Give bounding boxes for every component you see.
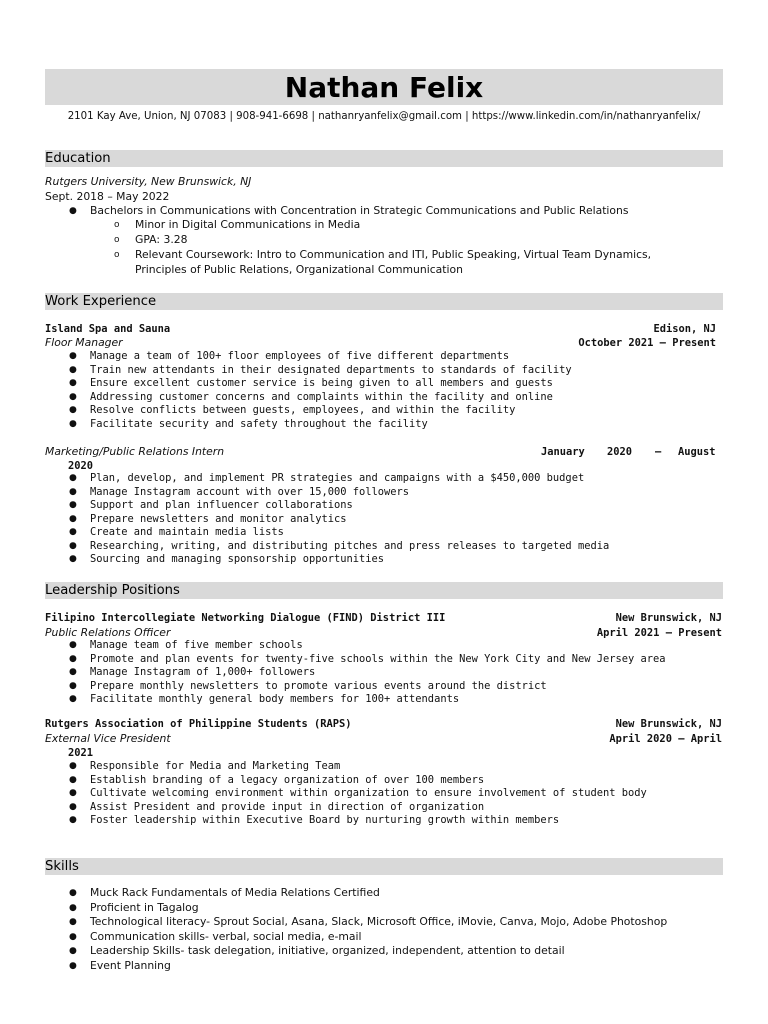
list-item: ● Assist President and provide input in direction of organization xyxy=(69,800,485,813)
position-org: Rutgers Association of Philippine Students (RAPS) xyxy=(45,718,352,730)
contact-line: 2101 Kay Ave, Union, NJ 07083 | 908-941-6698 | nathanryanfelix@gmail.com | https://www.linkedin.com/in/nathanryanfelix/ xyxy=(67,111,701,122)
job-role: Marketing/Public Relations Intern xyxy=(45,445,225,458)
position-dates: April 2021 – Present xyxy=(596,627,722,639)
list-item: ● Promote and plan events for twenty-five schools within the New York City and New Jersey area xyxy=(69,652,666,665)
position-role: Public Relations Officer xyxy=(45,626,171,639)
list-item: ● Leadership Skills- task delegation, initiative, organized, independent, attention to detail xyxy=(69,944,565,957)
position-dates-cont: 2021 xyxy=(68,747,94,759)
job-dates-cont: 2020 xyxy=(68,460,94,472)
job-dates: October 2021 – Present xyxy=(578,337,716,349)
list-item: ● Addressing customer concerns and complaints within the facility and online xyxy=(69,390,553,403)
list-item: ● Muck Rack Fundamentals of Media Relations Certified xyxy=(69,886,380,899)
list-item: ● Manage Instagram account with over 15,000 followers xyxy=(69,485,410,498)
position-location: New Brunswick, NJ xyxy=(615,718,722,730)
list-item: ● Manage Instagram of 1,000+ followers xyxy=(69,666,316,678)
list-item: ● Establish branding of a legacy organization of over 100 members xyxy=(69,773,485,786)
education-degree: ● Bachelors in Communications with Concentration in Strategic Communications and Public Relations xyxy=(69,204,629,217)
job-role: Floor Manager xyxy=(45,336,123,349)
job-dates-part: – xyxy=(655,446,662,458)
list-item: ● Support and plan influencer collaborations xyxy=(69,499,353,511)
education-minor: o Minor in Digital Communications in Media xyxy=(114,218,361,231)
list-item: ● Manage a team of 100+ floor employees of five different departments xyxy=(69,350,510,362)
list-item: ● Prepare monthly newsletters to promote various events around the district xyxy=(69,679,547,692)
list-item: ● Technological literacy- Sprout Social, Asana, Slack, Microsoft Office, iMovie, Canva, Mojo, Adobe Photoshop xyxy=(69,915,668,928)
list-item: ● Train new attendants in their designated departments to standards of facility xyxy=(69,363,572,376)
list-item: ● Resolve conflicts between guests, employees, and within the facility xyxy=(69,404,516,416)
list-item: ● Responsible for Media and Marketing Team xyxy=(69,760,341,772)
list-item: ● Cultivate welcoming environment within organization to ensure involvement of student body xyxy=(69,787,647,799)
list-item: ● Plan, develop, and implement PR strategies and campaigns with a $450,000 budget xyxy=(69,472,585,484)
education-coursework: o Relevant Coursework: Intro to Communication and ITI, Public Speaking, Virtual Team Dynamics, xyxy=(114,248,652,261)
job-dates-part: January xyxy=(541,446,585,458)
position-role: External Vice President xyxy=(45,732,171,745)
education-school: Rutgers University, New Brunswick, NJ xyxy=(45,175,252,188)
list-item: ● Foster leadership within Executive Board by nurturing growth within members xyxy=(69,814,560,826)
education-gpa: o GPA: 3.28 xyxy=(114,233,188,246)
list-item: ● Facilitate monthly general body members for 100+ attendants xyxy=(69,693,460,705)
list-item: ● Proficient in Tagalog xyxy=(69,900,199,914)
section-heading-skills: Skills xyxy=(45,858,723,875)
list-item: ● Sourcing and managing sponsorship opportunities xyxy=(69,553,385,565)
position-org: Filipino Intercollegiate Networking Dialogue (FIND) District III xyxy=(45,612,446,624)
resume-name: Nathan Felix xyxy=(45,69,723,105)
education-dates: Sept. 2018 – May 2022 xyxy=(45,190,170,203)
section-heading-leadership: Leadership Positions xyxy=(45,582,723,599)
list-item: ● Ensure excellent customer service is being given to all members and guests xyxy=(69,377,553,389)
job-dates-part: 2020 xyxy=(607,446,633,458)
list-item: ● Communication skills- verbal, social media, e-mail xyxy=(69,929,362,943)
position-dates: April 2020 – April xyxy=(609,733,722,745)
position-location: New Brunswick, NJ xyxy=(615,612,722,624)
list-item: ● Prepare newsletters and monitor analytics xyxy=(69,512,347,525)
list-item: ● Event Planning xyxy=(69,958,171,972)
list-item: ● Researching, writing, and distributing pitches and press releases to targeted media xyxy=(69,539,610,552)
section-heading-education: Education xyxy=(45,150,723,167)
list-item: ● Facilitate security and safety throughout the facility xyxy=(69,417,428,430)
job-org: Island Spa and Sauna xyxy=(45,323,171,335)
section-heading-work: Work Experience xyxy=(45,293,723,310)
education-coursework-cont: Principles of Public Relations, Organizational Communication xyxy=(135,263,463,276)
list-item: ● Create and maintain media lists xyxy=(69,526,284,538)
list-item: ● Manage team of five member schools xyxy=(69,639,303,651)
job-dates-part: August xyxy=(678,446,716,458)
job-location: Edison, NJ xyxy=(653,323,716,335)
